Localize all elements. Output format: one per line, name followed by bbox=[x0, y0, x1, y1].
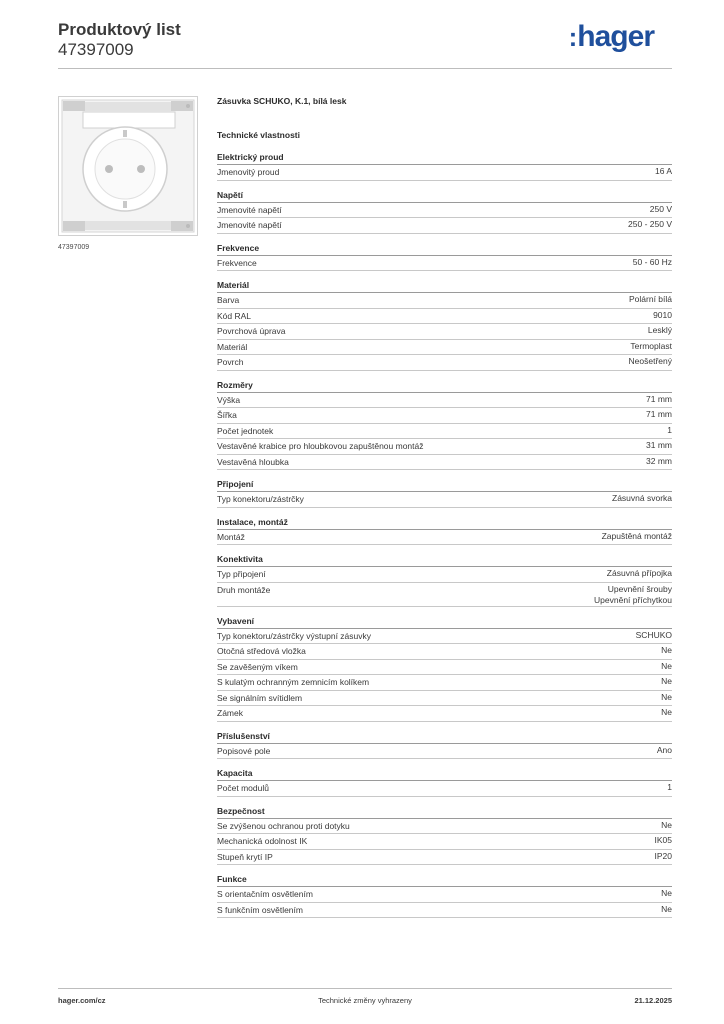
spec-section bbox=[217, 616, 672, 722]
spec-label: Otočná středová vložka bbox=[217, 646, 306, 656]
spec-row bbox=[217, 455, 672, 471]
section-title: Konektivita bbox=[217, 554, 672, 567]
spec-value bbox=[633, 257, 672, 268]
socket-illustration bbox=[59, 97, 197, 235]
spec-value bbox=[630, 341, 672, 352]
section-title: Bezpečnost bbox=[217, 806, 672, 819]
spec-value-line: 71 mm bbox=[646, 409, 672, 419]
spec-label: Vestavěná hloubka bbox=[217, 456, 289, 467]
spec-label: Se signálním svítidlem bbox=[217, 692, 303, 703]
spec-label: Typ konektoru/zástrčky bbox=[217, 494, 304, 504]
logo-dots: : bbox=[568, 22, 577, 52]
spec-value bbox=[650, 204, 672, 215]
spec-value-line: Zásuvná svorka bbox=[612, 493, 672, 503]
spec-row bbox=[217, 706, 672, 722]
spec-row bbox=[217, 424, 672, 440]
spec-value-line: Ne bbox=[661, 676, 672, 686]
spec-value bbox=[629, 294, 672, 305]
spec-label: Počet modulů bbox=[217, 783, 269, 793]
footer-website-link[interactable]: hager.com/cz bbox=[58, 996, 106, 1005]
spec-row bbox=[217, 439, 672, 455]
spec-value-line: IP20 bbox=[654, 850, 672, 861]
spec-label: Jmenovité napětí bbox=[217, 220, 282, 230]
spec-value bbox=[661, 692, 672, 703]
spec-row bbox=[217, 408, 672, 424]
section-title: Připojení bbox=[217, 479, 672, 492]
spec-value-line: Ne bbox=[661, 819, 672, 830]
spec-section bbox=[217, 517, 672, 546]
section-title: Instalace, montáž bbox=[217, 517, 672, 530]
section-title: Materiál bbox=[217, 280, 672, 293]
spec-value bbox=[657, 745, 672, 756]
spec-section bbox=[217, 479, 672, 508]
spec-value-line: 1 bbox=[667, 424, 672, 435]
spec-row bbox=[217, 340, 672, 356]
spec-value bbox=[661, 645, 672, 656]
spec-value bbox=[661, 661, 672, 672]
footer-notice: Technické změny vyhrazeny bbox=[318, 996, 412, 1005]
spec-label: Stupeň krytí IP bbox=[217, 851, 273, 862]
spec-row bbox=[217, 850, 672, 866]
spec-label: Mechanická odolnost IK bbox=[217, 836, 308, 846]
spec-section bbox=[217, 554, 672, 607]
spec-label: Jmenovitý proud bbox=[217, 167, 280, 177]
header-divider bbox=[58, 68, 672, 69]
product-image bbox=[58, 96, 198, 236]
spec-value-line: Ne bbox=[661, 707, 672, 717]
spec-value bbox=[667, 782, 672, 793]
spec-row bbox=[217, 165, 672, 181]
spec-value-line: 31 mm bbox=[646, 440, 672, 450]
spec-row bbox=[217, 903, 672, 919]
spec-label: Typ připojení bbox=[217, 569, 266, 579]
spec-label: Se zvýšenou ochranou proti dotyku bbox=[217, 820, 350, 831]
spec-row bbox=[217, 355, 672, 371]
spec-row bbox=[217, 324, 672, 340]
spec-value bbox=[646, 456, 672, 467]
spec-value-line: IK05 bbox=[654, 835, 672, 845]
spec-value bbox=[646, 440, 672, 451]
logo-text: hager bbox=[577, 20, 654, 53]
spec-row bbox=[217, 309, 672, 325]
spec-value bbox=[655, 166, 672, 177]
hager-logo bbox=[569, 20, 654, 54]
spec-label: Typ konektoru/zástrčky výstupní zásuvky bbox=[217, 630, 372, 641]
spec-label: Kód RAL bbox=[217, 310, 252, 321]
spec-row bbox=[217, 819, 672, 835]
spec-label: Povrch bbox=[217, 357, 244, 367]
spec-label: Materiál bbox=[217, 341, 248, 352]
spec-row bbox=[217, 567, 672, 583]
spec-value bbox=[636, 630, 672, 641]
spec-value bbox=[629, 356, 672, 367]
spec-section bbox=[217, 243, 672, 272]
spec-value-line: Zapuštěná montáž bbox=[601, 530, 672, 541]
spec-row bbox=[217, 644, 672, 660]
spec-value-line: Ne bbox=[661, 645, 672, 655]
spec-section bbox=[217, 874, 672, 918]
spec-row bbox=[217, 629, 672, 645]
spec-row bbox=[217, 691, 672, 707]
spec-section bbox=[217, 380, 672, 471]
spec-row bbox=[217, 887, 672, 903]
footer-divider bbox=[58, 988, 672, 989]
spec-value bbox=[646, 394, 672, 405]
spec-row bbox=[217, 218, 672, 234]
spec-value bbox=[655, 851, 673, 862]
spec-value-line: 9010 bbox=[653, 309, 672, 320]
spec-section bbox=[217, 190, 672, 234]
spec-value-line: SCHUKO bbox=[635, 629, 672, 640]
spec-value-line: 250 - 250 V bbox=[628, 219, 672, 229]
spec-label: Jmenovité napětí bbox=[217, 204, 282, 215]
spec-value-line: Polární bílá bbox=[629, 294, 672, 304]
spec-value-line: Ne bbox=[661, 691, 672, 702]
spec-section bbox=[217, 806, 672, 866]
spec-value-line: Ne bbox=[661, 903, 672, 914]
spec-label: Barva bbox=[217, 295, 240, 305]
spec-row bbox=[217, 660, 672, 676]
section-title: Vybavení bbox=[217, 616, 672, 629]
spec-value-line: Ano bbox=[656, 744, 672, 755]
product-number: 47397009 bbox=[58, 40, 134, 59]
specification-panel bbox=[217, 96, 672, 927]
spec-value-line: Ne bbox=[661, 660, 672, 671]
spec-row bbox=[217, 203, 672, 219]
spec-value bbox=[602, 531, 672, 542]
spec-label: Se zavěšeným víkem bbox=[217, 661, 298, 672]
spec-row bbox=[217, 744, 672, 760]
spec-label: Počet jednotek bbox=[217, 425, 274, 436]
spec-row bbox=[217, 583, 672, 607]
page-header bbox=[58, 20, 672, 70]
spec-value-line: Lesklý bbox=[647, 325, 672, 335]
spec-value bbox=[655, 835, 673, 846]
spec-label: Frekvence bbox=[217, 257, 257, 268]
section-title: Rozměry bbox=[217, 380, 672, 393]
spec-value bbox=[594, 584, 672, 606]
spec-label: Zámek bbox=[217, 708, 243, 718]
section-title: Napětí bbox=[217, 190, 672, 203]
image-caption: 47397009 bbox=[58, 244, 90, 251]
spec-label: Šířka bbox=[217, 410, 237, 420]
document-title: Produktový list bbox=[58, 20, 181, 39]
spec-value-line: 32 mm bbox=[646, 455, 672, 466]
spec-section bbox=[217, 280, 672, 371]
spec-row bbox=[217, 293, 672, 309]
spec-value-line: Neošetřený bbox=[628, 356, 672, 366]
spec-value bbox=[661, 888, 672, 899]
spec-value-line: 50 - 60 Hz bbox=[632, 256, 672, 267]
spec-value bbox=[661, 707, 672, 718]
spec-value bbox=[628, 219, 672, 230]
spec-label: Popisové pole bbox=[217, 745, 271, 756]
section-title: Frekvence bbox=[217, 243, 672, 256]
spec-row bbox=[217, 256, 672, 272]
spec-row bbox=[217, 492, 672, 508]
spec-value-line: 71 mm bbox=[646, 393, 672, 404]
spec-value bbox=[612, 493, 672, 504]
section-title: Elektrický proud bbox=[217, 152, 672, 165]
footer-date: 21.12.2025 bbox=[634, 996, 672, 1005]
spec-value-line: Termoplast bbox=[630, 340, 672, 351]
spec-row bbox=[217, 834, 672, 850]
spec-value bbox=[607, 568, 672, 579]
spec-value-line: Ne bbox=[661, 888, 672, 898]
spec-label: Vestavěné krabice pro hloubkovou zapuštěnou montáž bbox=[217, 441, 424, 451]
spec-label: S funkčním osvětlením bbox=[217, 904, 303, 915]
spec-value bbox=[646, 409, 672, 420]
spec-value bbox=[667, 425, 672, 436]
spec-value-line: Upevnění šrouby bbox=[607, 583, 672, 594]
spec-value-line: 250 V bbox=[649, 203, 672, 214]
spec-value bbox=[653, 310, 672, 321]
spec-value bbox=[661, 820, 672, 831]
spec-label: Povrchová úprava bbox=[217, 326, 286, 336]
spec-value bbox=[661, 676, 672, 687]
spec-value-line: 16 A bbox=[654, 166, 672, 176]
spec-value-line: 1 bbox=[667, 782, 672, 792]
spec-value bbox=[648, 325, 672, 336]
spec-value bbox=[661, 904, 672, 915]
section-title: Příslušenství bbox=[217, 731, 672, 744]
spec-label: Montáž bbox=[217, 531, 245, 542]
tech-properties-heading: Technické vlastnosti bbox=[217, 130, 300, 140]
spec-section bbox=[217, 731, 672, 760]
spec-value-line: Zásuvná přípojka bbox=[606, 568, 672, 578]
spec-row bbox=[217, 675, 672, 691]
spec-row bbox=[217, 393, 672, 409]
spec-label: S kulatým ochranným zemnicím kolíkem bbox=[217, 677, 370, 687]
spec-section bbox=[217, 768, 672, 797]
spec-label: Výška bbox=[217, 394, 241, 405]
spec-row bbox=[217, 530, 672, 546]
section-title: Funkce bbox=[217, 874, 672, 887]
product-name: Zásuvka SCHUKO, K.1, bílá lesk bbox=[217, 96, 347, 106]
spec-value-line: Upevnění příchytkou bbox=[594, 594, 672, 605]
spec-label: Druh montáže bbox=[217, 584, 271, 595]
spec-label: S orientačním osvětlením bbox=[217, 889, 313, 899]
section-title: Kapacita bbox=[217, 768, 672, 781]
spec-sections bbox=[217, 152, 672, 918]
spec-row bbox=[217, 781, 672, 797]
spec-section bbox=[217, 152, 672, 181]
